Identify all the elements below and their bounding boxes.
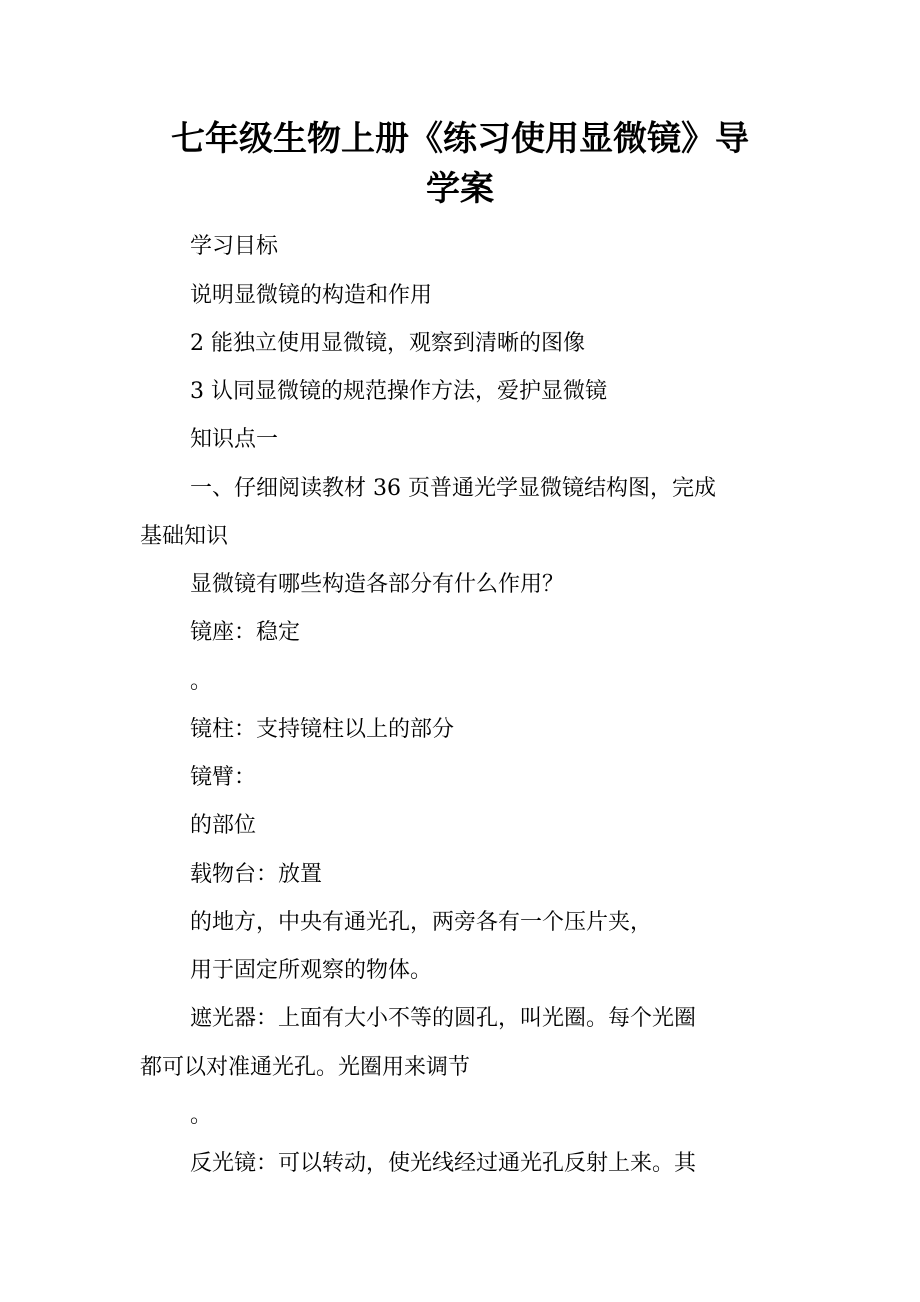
heading-knowledge-point-1: 知识点一 <box>190 427 279 452</box>
item-base: 镜座：稳定 <box>190 620 301 645</box>
document-title-line-2: 学案 <box>426 169 494 209</box>
item-arm-continued: 的部位 <box>190 813 257 838</box>
item-diaphragm-continued: 都可以对准通光孔。光圈用来调节 <box>140 1055 471 1080</box>
objective-3: 3 认同显微镜的规范操作方法，爱护显微镜 <box>190 379 607 404</box>
item-diaphragm: 遮光器：上面有大小不等的圆孔，叫光圈。每个光圈 <box>190 1006 697 1031</box>
instruction-paragraph-continued: 基础知识 <box>140 524 229 549</box>
question-text: 显微镜有哪些构造各部分有什么作用？ <box>190 572 565 597</box>
item-stage: 载物台：放置 <box>190 862 323 887</box>
objective-2: 2 能独立使用显微镜，观察到清晰的图像 <box>190 331 585 356</box>
objective-1: 说明显微镜的构造和作用 <box>190 283 433 308</box>
heading-learning-objectives: 学习目标 <box>190 234 279 259</box>
item-base-end: 。 <box>190 669 213 694</box>
item-pillar: 镜柱：支持镜柱以上的部分 <box>190 717 455 742</box>
document-title-line-1: 七年级生物上册《练习使用显微镜》导 <box>171 119 749 159</box>
item-diaphragm-end: 。 <box>190 1103 213 1128</box>
item-arm: 镜臂： <box>190 765 257 790</box>
instruction-paragraph: 一、仔细阅读教材 36 页普通光学显微镜结构图，完成 <box>190 476 716 501</box>
item-mirror: 反光镜：可以转动，使光线经过通光孔反射上来。其 <box>190 1151 697 1176</box>
item-stage-end: 用于固定所观察的物体。 <box>190 958 433 983</box>
item-stage-continued: 的地方，中央有通光孔，两旁各有一个压片夹， <box>190 910 653 935</box>
